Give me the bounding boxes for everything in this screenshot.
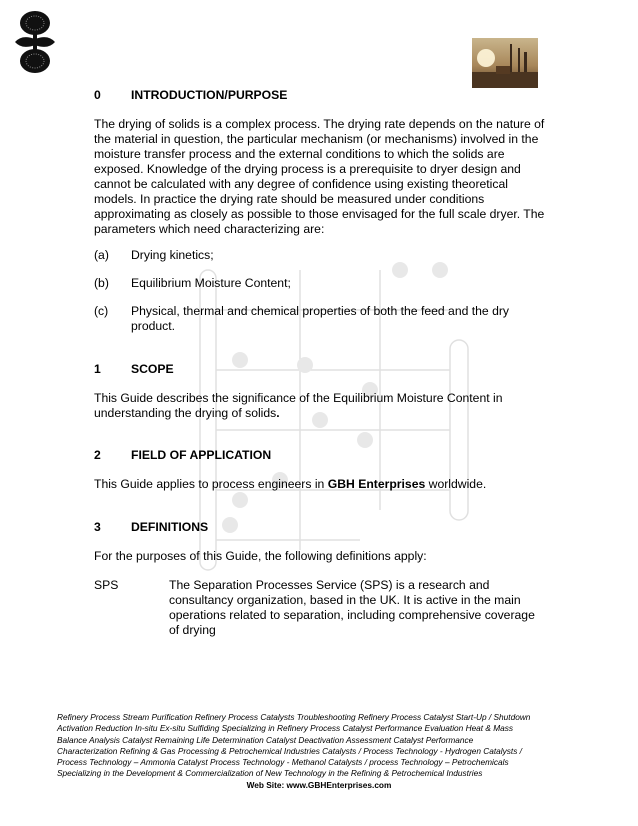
- definitions-intro: For the purposes of this Guide, the following definitions apply:: [94, 549, 427, 563]
- field-text-end: worldwide.: [425, 477, 487, 491]
- list-item-text: Drying kinetics;: [131, 248, 214, 262]
- list-item-label: (b): [94, 276, 109, 290]
- section-number: 2: [94, 448, 101, 462]
- section-number: 3: [94, 520, 101, 534]
- company-name: GBH Enterprises: [327, 477, 426, 491]
- field-text-start: This Guide applies to process engineers in: [94, 477, 328, 491]
- list-item-label: (a): [94, 248, 109, 262]
- scope-paragraph: This Guide describes the significance of the Equilibrium Moisture Content in understanding the drying of solids.: [94, 391, 503, 420]
- section-title: INTRODUCTION/PURPOSE: [131, 88, 288, 102]
- list-item-text: Physical, thermal and chemical properties of both the feed and the dry product.: [131, 304, 510, 333]
- company-logo: [12, 6, 58, 78]
- footer-line: Balance Analysis Catalyst Remaining Life Determination Catalyst Deactivation Assessment Catalyst Performance: [57, 734, 474, 745]
- refinery-photo: [472, 38, 538, 88]
- scope-text: This Guide describes the significance of the Equilibrium Moisture Content in understanding the drying of solids: [94, 391, 503, 420]
- introduction-paragraph: The drying of solids is a complex process. The drying rate depends on the nature of the material in question, the particular mechanism (or mechanisms) involved in the moisture transfer process and the external conditions to which the solids are exposed. Knowledge of the drying process is a prerequisite to dryer design and cannot be calculated with any degree of confidence using existing theoretical models. In practice the drying rate should be measured under conditions approximating as closely as possible to those envisaged for the full scale dryer. The parameters which need characterizing are:: [94, 117, 545, 236]
- website-link[interactable]: Web Site: www.GBHEnterprises.com: [246, 780, 392, 790]
- field-paragraph: [94, 477, 554, 492]
- section-title: FIELD OF APPLICATION: [131, 448, 272, 462]
- section-number: 1: [94, 362, 101, 376]
- footer-line: Characterization Refining & Gas Processing & Petrochemical Industries Catalysts / Process Technology - Hydrogen Catalysts /: [57, 745, 522, 756]
- section-title: DEFINITIONS: [131, 520, 209, 534]
- definition-description: The Separation Processes Service (SPS) is a research and consultancy organization, based in the UK. It is active in the main operations related to separation, including comprehensive coverage of drying: [169, 578, 535, 637]
- footer-line: Process Technology – Ammonia Catalyst Process Technology - Methanol Catalysts / process Technology – Petrochemicals: [57, 757, 509, 768]
- list-item-label: (c): [94, 304, 109, 318]
- footer-line: Specializing in the Development & Commercialization of New Technology in the Refining & Petrochemical Industries: [57, 768, 483, 779]
- footer-line: Activation Reduction In-situ Ex-situ Sulfiding Specializing in Refinery Process Catalyst Performance Evaluation Heat & Mass: [57, 723, 514, 734]
- footer-line: Refinery Process Stream Purification Refinery Process Catalysts Troubleshooting Refinery Process Catalyst Start-Up / Shutdown: [57, 712, 531, 722]
- section-number: 0: [94, 88, 101, 102]
- footer-services: [57, 712, 577, 780]
- definition-term: SPS: [94, 578, 119, 592]
- section-title: SCOPE: [131, 362, 174, 376]
- list-item-text: Equilibrium Moisture Content;: [131, 276, 291, 290]
